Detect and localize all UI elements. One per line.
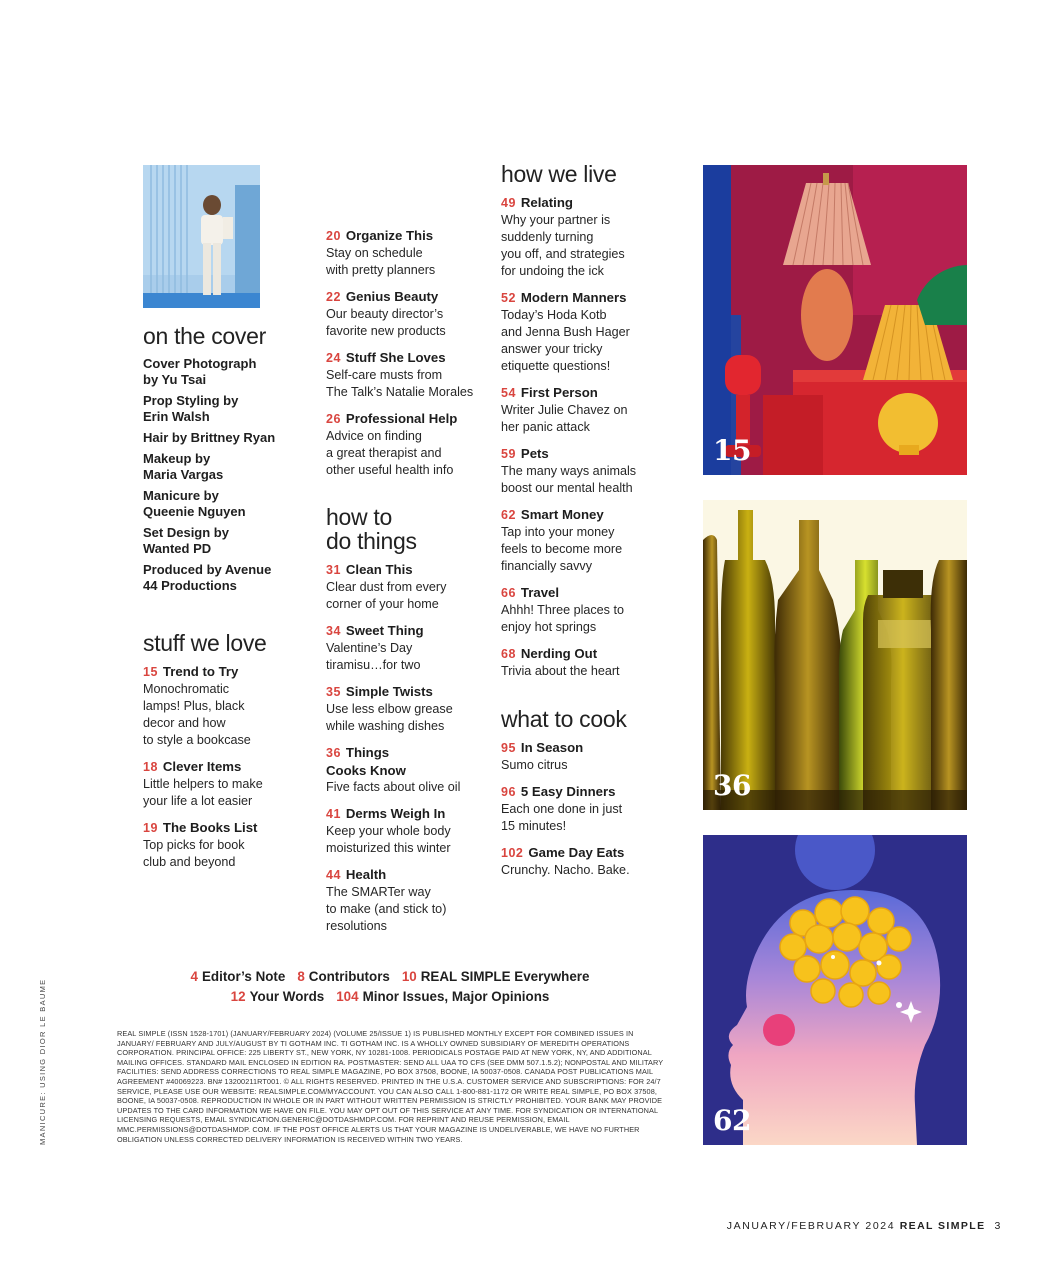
toc-page-number: 15 <box>143 665 158 679</box>
toc-entry-description: Valentine’s Day tiramisu…for two <box>326 641 421 672</box>
toc-entry-heading <box>326 866 486 884</box>
toc-page-number: 44 <box>326 868 341 882</box>
how-to-do-things-title: how to do things <box>326 504 417 554</box>
cover-credit: Hair by Brittney Ryan <box>143 430 276 445</box>
footer-link-page-number: 104 <box>336 989 359 1004</box>
toc-page-number: 35 <box>326 685 341 699</box>
toc-page-number: 20 <box>326 229 341 243</box>
toc-entry-heading <box>501 194 671 212</box>
toc-entry-title: Smart Money <box>520 507 604 522</box>
cover-credit: Manicure by Queenie Nguyen <box>143 488 246 519</box>
toc-page-number: 96 <box>501 785 516 799</box>
cover-credit: Cover Photograph by Yu Tsai <box>143 356 257 387</box>
toc-entry[interactable] <box>501 506 671 575</box>
cover-credit: Produced by Avenue 44 Productions <box>143 562 272 593</box>
middle-top-list <box>326 227 486 479</box>
footer-link-page-number: 8 <box>297 969 305 984</box>
photo-money-page-number: 62 <box>713 1104 751 1137</box>
brand-name: REAL SIMPLE <box>899 1220 986 1232</box>
toc-entry[interactable] <box>326 622 486 674</box>
toc-page-number: 22 <box>326 290 341 304</box>
toc-entry-title: Derms Weigh In <box>345 806 446 821</box>
toc-entry-heading <box>326 288 486 306</box>
toc-entry-heading <box>326 683 486 701</box>
toc-entry-title: Clean This <box>345 562 413 577</box>
toc-entry[interactable] <box>326 866 486 935</box>
toc-entry-heading <box>326 622 486 640</box>
toc-entry-title: Professional Help <box>345 411 458 426</box>
toc-page-number: 95 <box>501 741 516 755</box>
toc-entry-description: Sumo citrus <box>501 758 568 772</box>
toc-entry-title: Trend to Try <box>162 664 239 679</box>
footer-link-title: Minor Issues, Major Opinions <box>362 989 550 1004</box>
toc-page-number: 41 <box>326 807 341 821</box>
toc-page-number: 26 <box>326 412 341 426</box>
cover-credit: Set Design by Wanted PD <box>143 525 229 556</box>
side-credit: MANICURE: USING DIOR LE BAUME <box>38 978 47 1145</box>
on-the-cover-title: on the cover <box>143 323 266 349</box>
toc-entry-description: Five facts about olive oil <box>326 780 461 794</box>
how-we-live-title: how we live <box>501 161 617 187</box>
toc-entry-heading <box>501 739 671 757</box>
toc-entry[interactable] <box>501 783 671 835</box>
how-we-live-section <box>501 162 671 689</box>
toc-entry-description: Stay on schedule with pretty planners <box>326 246 436 277</box>
toc-entry-title: Relating <box>520 195 573 210</box>
how-we-live-list <box>501 194 671 680</box>
footer-link[interactable] <box>191 969 286 984</box>
toc-entry-title: Simple Twists <box>345 684 433 699</box>
photo-olive-oil-page-number: 36 <box>713 769 751 802</box>
toc-entry-description: The SMARTer way to make (and stick to) resolutions <box>326 885 447 933</box>
toc-entry-heading <box>501 844 671 862</box>
toc-entry[interactable] <box>501 194 671 280</box>
footer-links-row-1 <box>120 969 660 984</box>
toc-entry-heading <box>326 561 486 579</box>
middle-top-section <box>326 227 486 488</box>
toc-entry-heading <box>143 663 293 681</box>
footer-links-row-2 <box>120 989 660 1004</box>
stuff-we-love-section <box>143 631 293 880</box>
page-footer <box>727 1220 1002 1232</box>
photo-lamps <box>703 165 967 475</box>
toc-page-number: 59 <box>501 447 516 461</box>
toc-entry-title: Clever Items <box>162 759 242 774</box>
footer-link-title: REAL SIMPLE Everywhere <box>420 969 590 984</box>
toc-entry-title: Sweet Thing <box>345 623 424 638</box>
toc-entry-description: Top picks for book club and beyond <box>143 838 245 869</box>
toc-entry-title: Nerding Out <box>520 646 598 661</box>
toc-entry[interactable] <box>501 289 671 375</box>
toc-entry-title: Modern Manners <box>520 290 627 305</box>
toc-entry-description: Keep your whole body moisturized this winter <box>326 824 451 855</box>
toc-entry-description: Trivia about the heart <box>501 664 620 678</box>
footer-link-page-number: 12 <box>230 989 246 1004</box>
toc-entry-description: Advice on finding a great therapist and other useful health info <box>326 429 454 477</box>
toc-entry-heading <box>501 384 671 402</box>
toc-entry-heading <box>501 584 671 602</box>
left-column <box>143 324 293 599</box>
how-to-do-things-section <box>326 505 486 944</box>
toc-page-number: 19 <box>143 821 158 835</box>
toc-entry[interactable] <box>326 410 486 479</box>
footer-link[interactable] <box>297 969 390 984</box>
toc-entry-title: Game Day Eats <box>528 845 625 860</box>
toc-entry-description: Tap into your money feels to become more financially savvy <box>501 525 623 573</box>
toc-entry-title: Stuff She Loves <box>345 350 446 365</box>
toc-entry-description: Our beauty director’s favorite new products <box>326 307 446 338</box>
toc-entry[interactable] <box>326 227 486 279</box>
cover-credit: Prop Styling by Erin Walsh <box>143 393 239 424</box>
toc-page-number: 52 <box>501 291 516 305</box>
toc-page-number: 24 <box>326 351 341 365</box>
toc-entry[interactable] <box>501 645 671 680</box>
photo-lamps-page-number: 15 <box>713 434 751 467</box>
cover-credits <box>143 356 293 594</box>
toc-page-number: 54 <box>501 386 516 400</box>
toc-entry-description: Writer Julie Chavez on her panic attack <box>501 403 628 434</box>
what-to-cook-list <box>501 739 671 879</box>
toc-page-number: 102 <box>501 846 524 860</box>
toc-entry-title: Things Cooks Know <box>326 745 406 778</box>
footer-link-title: Editor’s Note <box>202 969 286 984</box>
toc-page-number: 49 <box>501 196 516 210</box>
toc-entry[interactable] <box>501 844 671 879</box>
toc-entry-title: Travel <box>520 585 560 600</box>
toc-entry-description: Today’s Hoda Kotb and Jenna Bush Hager answer your tricky etiquette questions! <box>501 308 630 373</box>
toc-entry-heading <box>501 289 671 307</box>
toc-entry-title: Health <box>345 867 387 882</box>
toc-entry[interactable] <box>501 739 671 774</box>
toc-entry-heading <box>326 410 486 428</box>
toc-entry-description: The many ways animals boost our mental health <box>501 464 637 495</box>
toc-page-number: 34 <box>326 624 341 638</box>
cover-credit: Makeup by Maria Vargas <box>143 451 224 482</box>
toc-entry[interactable] <box>326 683 486 735</box>
toc-page-number: 18 <box>143 760 158 774</box>
toc-entry[interactable] <box>326 288 486 340</box>
stuff-we-love-title: stuff we love <box>143 630 267 656</box>
toc-entry[interactable] <box>501 445 671 497</box>
what-to-cook-section <box>501 707 671 888</box>
toc-entry-description: Crunchy. Nacho. Bake. <box>501 863 630 877</box>
toc-entry-title: The Books List <box>162 820 258 835</box>
stuff-we-love-list <box>143 663 293 871</box>
toc-entry-description: Why your partner is suddenly turning you off, and strategies for undoing the ick <box>501 213 625 278</box>
photo-olive-oil-bottles <box>703 500 967 810</box>
toc-entry-heading <box>501 445 671 463</box>
toc-entry[interactable] <box>501 584 671 636</box>
toc-entry[interactable] <box>326 744 486 796</box>
toc-entry[interactable] <box>501 384 671 436</box>
toc-page-number: 31 <box>326 563 341 577</box>
toc-page-number: 62 <box>501 508 516 522</box>
issue-date: JANUARY/FEBRUARY 2024 <box>726 1220 896 1232</box>
toc-entry[interactable] <box>326 349 486 401</box>
toc-entry-description: Clear dust from every corner of your home <box>326 580 447 611</box>
toc-entry-description: Ahhh! Three places to enjoy hot springs <box>501 603 624 634</box>
toc-entry-heading <box>501 645 671 663</box>
toc-entry[interactable] <box>326 805 486 857</box>
footer-link[interactable] <box>231 989 325 1004</box>
footer-link[interactable] <box>336 989 549 1004</box>
toc-entry-description: Each one done in just 15 minutes! <box>501 802 623 833</box>
toc-entry-heading <box>326 744 486 779</box>
toc-entry[interactable] <box>143 819 293 871</box>
page-number: 3 <box>994 1220 1002 1232</box>
toc-entry-heading <box>143 758 293 776</box>
photo-money-mind <box>703 835 967 1145</box>
footer-link-title: Contributors <box>308 969 390 984</box>
toc-entry-description: Monochromatic lamps! Plus, black decor and how to style a bookcase <box>143 682 251 747</box>
toc-entry-heading <box>326 805 486 823</box>
footer-link-title: Your Words <box>249 989 325 1004</box>
toc-entry-description: Self-care musts from The Talk’s Natalie Morales <box>326 368 474 399</box>
toc-entry-description: Use less elbow grease while washing dishes <box>326 702 453 733</box>
toc-entry[interactable] <box>326 561 486 613</box>
toc-entry-title: In Season <box>520 740 584 755</box>
toc-page-number: 36 <box>326 746 341 760</box>
what-to-cook-title: what to cook <box>501 706 627 732</box>
toc-entry-description: Little helpers to make your life a lot easier <box>143 777 263 808</box>
toc-entry-title: First Person <box>520 385 598 400</box>
footer-link[interactable] <box>402 969 590 984</box>
toc-entry[interactable] <box>143 663 293 749</box>
toc-entry-title: 5 Easy Dinners <box>520 784 616 799</box>
toc-entry-title: Organize This <box>345 228 434 243</box>
toc-entry[interactable] <box>143 758 293 810</box>
toc-entry-heading <box>143 819 293 837</box>
toc-entry-heading <box>501 783 671 801</box>
toc-entry-title: Genius Beauty <box>345 289 439 304</box>
cover-photo <box>143 165 260 308</box>
toc-entry-heading <box>326 349 486 367</box>
toc-entry-heading <box>326 227 486 245</box>
footer-link-page-number: 4 <box>190 969 198 984</box>
how-to-do-things-list <box>326 561 486 935</box>
toc-entry-title: Pets <box>520 446 549 461</box>
toc-page-number: 68 <box>501 647 516 661</box>
legal-notice: REAL SIMPLE (ISSN 1528-1701) (JANUARY/FEBRUARY 2024) (VOLUME 25/ISSUE 1) IS PUBLISHED MONTHLY EXCEPT FOR COMBINED ISSUES IN JANUARY/ FEBRUARY AND JULY/AUGUST BY TI GOTHAM INC. TI GOTHAM INC. IS A WHOLLY OWNED SUBSIDIARY OF MEREDITH OPERATIONS CORPORATION. PRINCIPAL OFFICE: 225 LIBERTY ST., NEW YORK, NY 10281-1008. PERIODICALS POSTAGE PAID AT NEW YORK, NY, AND ADDITIONAL MAILING OFFICES. STANDARD MAIL ENCLOSED IN EDITION RA. POSTMASTER: SEND ALL UAA TO CFS (SEE DMM 507.1.5.2); NONPOSTAL AND MILITARY FACILITIES: SEND ADDRESS CORRECTIONS TO REAL SIMPLE MAGAZINE, PO BOX 37508, BOONE, IA 50037-0508. CANADA POST PUBLICATIONS MAIL AGREEMENT #40069223. BN# 13200211RT001. © ALL RIGHTS RESERVED. PRINTED IN THE U.S.A. CUSTOMER SERVICE AND SUBSCRIPTIONS: FOR 24/7 SERVICE, PLEASE USE OUR WEBSITE: REALSIMPLE.COM/MYACCOUNT. YOU CAN ALSO CALL 1-800-881-1172 OR WRITE REAL SIMPLE, PO BOX 37508, BOONE, IA 50037-0508. REPRODUCTION IN WHOLE OR IN PART WITHOUT WRITTEN PERMISSION IS STRICTLY PROHIBITED. YOUR BANK MAY PROVIDE UPDATES TO THE CARD INFORMATION WE HAVE ON FILE. YOU MAY OPT OUT OF THIS SERVICE AT ANY TIME. FOR SYNDICATION OR INTERNATIONAL LICENSING REQUESTS, EMAIL SYNDICATION.GENERIC@DOTDASHMDP.COM. FOR REPRINT AND REUSE PERMISSION, EMAIL MMC.PERMISSIONS@DOTDASHMDP. COM. IF THE POST OFFICE ALERTS US THAT YOUR MAGAZINE IS UNDELIVERABLE, WE HAVE NO FURTHER OBLIGATION UNLESS CORRECTED DELIVERY INFORMATION IS RECEIVED WITHIN TWO YEARS. <box>117 1029 664 1144</box>
footer-link-page-number: 10 <box>401 969 417 984</box>
toc-entry-heading <box>501 506 671 524</box>
toc-page-number: 66 <box>501 586 516 600</box>
